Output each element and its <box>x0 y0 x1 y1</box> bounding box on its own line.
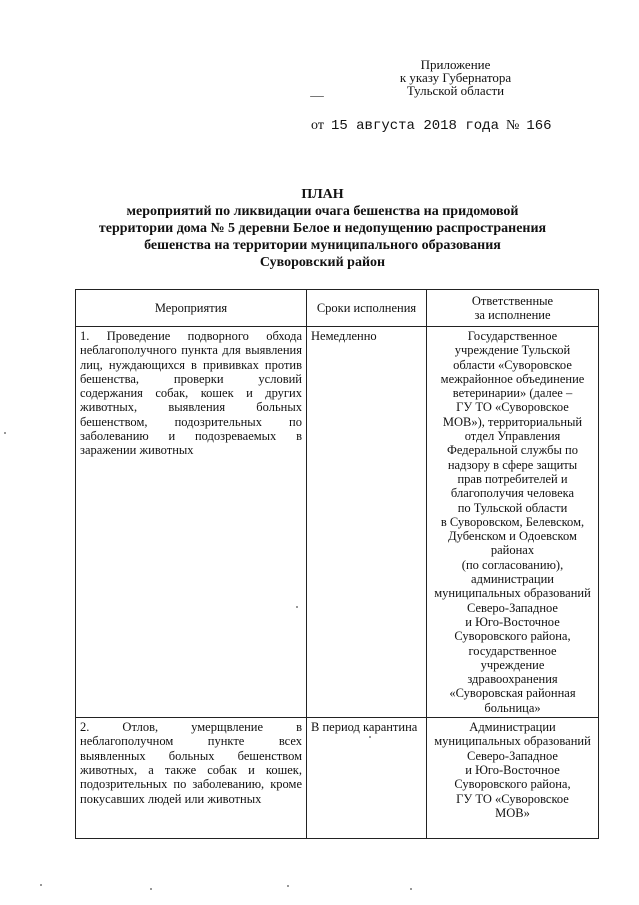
decree-date: 15 августа 2018 года <box>330 118 499 134</box>
plan-table <box>75 289 599 839</box>
appendix-line: Тульской области <box>406 83 505 98</box>
scan-speck <box>296 606 298 608</box>
scan-speck <box>369 736 371 738</box>
scan-speck <box>40 884 42 886</box>
table-row <box>76 327 599 718</box>
scan-speck <box>287 885 289 887</box>
measure-cell: 1. Проведение подворного обхода неблагополучного пункта для выявления лиц, нуждающихся в прививках против бешенства, проверки условий содержания собак, кошек и других животных, выявления больных бешенством, подозрительных по заболеванию и подозреваемых в заражении животных <box>76 327 307 718</box>
decree-number: 166 <box>526 118 552 134</box>
table-row <box>76 718 599 839</box>
scan-speck <box>150 888 152 890</box>
title-line: территории дома № 5 деревни Белое и недопущению распространения <box>98 221 547 236</box>
header-deadline: Сроки исполнения <box>307 290 427 327</box>
decree-line <box>311 118 552 134</box>
decree-number-label: № <box>505 118 520 133</box>
table-header-row <box>76 290 599 327</box>
scan-speck <box>310 96 324 97</box>
scan-speck <box>4 432 6 434</box>
measure-cell: 2. Отлов, умерщвление в неблагополучном пункте всех выявленных больных бешенством животных, а также собак и кошек, подозрительных по заболеванию, кроме покусавших людей или животных <box>76 718 307 839</box>
appendix-block <box>368 58 543 97</box>
title-line: бешенства на территории муниципального образования <box>144 238 501 253</box>
appendix-line: к указу Губернатора <box>399 70 512 85</box>
header-responsible: Ответственные за исполнение <box>427 290 599 327</box>
appendix-line: Приложение <box>420 57 491 72</box>
decree-from-label: от <box>311 118 324 133</box>
responsible-cell: Государственное учреждение Тульской области «Суворовское межрайонное объединение ветеринарии» (далее – ГУ ТО «Суворовское МОВ»), территориальный отдел Управления Федеральной службы по надзору в сфере защиты прав потребителей и благополучия человека по Тульской области в Суворовском, Белевском, Дубенском и Одоевском районах (по согласованию), администрации муниципальных образований Северо-Западное и Юго-Восточное Суворовского района, государственное учреждение здравоохранения «Суворовская районная больница» <box>427 327 599 718</box>
title-line: Суворовский район <box>259 255 386 270</box>
title-heading: ПЛАН <box>301 187 344 202</box>
document-title <box>95 186 550 271</box>
title-line: мероприятий по ликвидации очага бешенства на придомовой <box>126 204 519 219</box>
deadline-cell: Немедленно <box>307 327 427 718</box>
header-measures: Мероприятия <box>76 290 307 327</box>
responsible-cell: Администрации муниципальных образований Северо-Западное и Юго-Восточное Суворовского района, ГУ ТО «Суворовское МОВ» <box>427 718 599 839</box>
scan-speck <box>410 888 412 890</box>
deadline-cell: В период карантина <box>307 718 427 839</box>
